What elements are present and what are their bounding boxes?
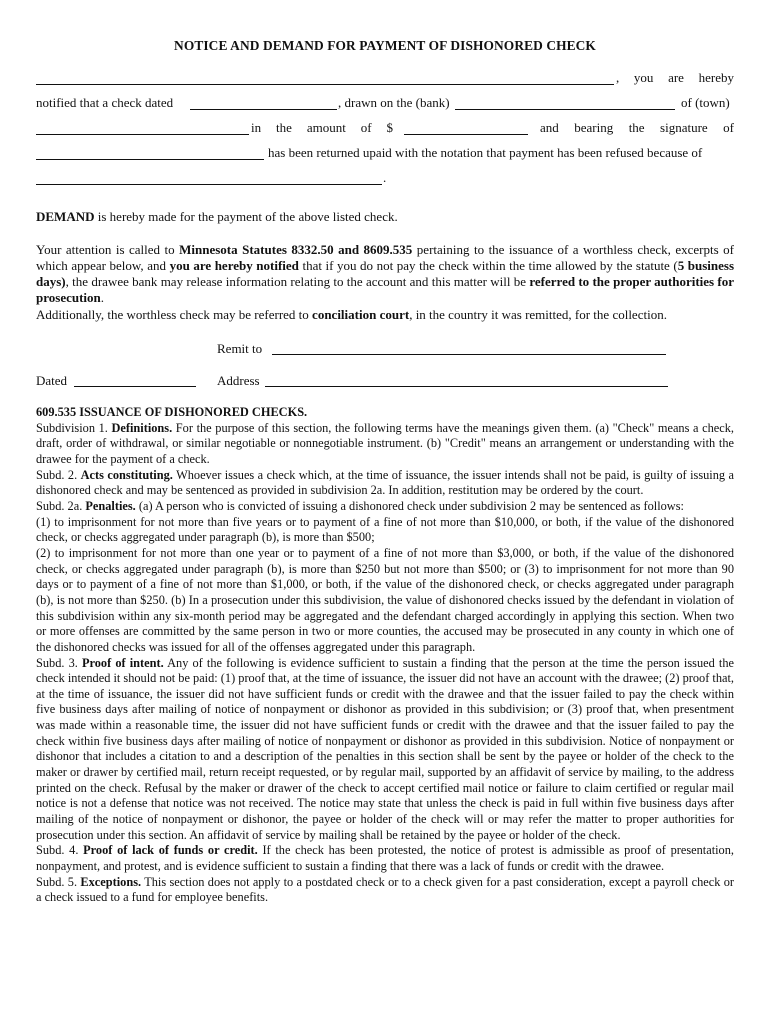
subdivision-1 <box>36 421 734 468</box>
s1-label: Subdivision 1. <box>36 420 112 435</box>
s5-title: Exceptions. <box>80 874 142 889</box>
you-are-hereby-text: , you are hereby <box>616 70 734 85</box>
attention-text-4: , the drawee bank may release information relating to the account and this matter will be <box>65 274 530 289</box>
signature-label-text: and bearing the signature of <box>540 120 734 135</box>
drawn-on-bank-text: , drawn on the (bank) <box>338 95 450 110</box>
returned-unpaid-text: has been returned upaid with the notation that payment has been refused because of <box>268 145 703 160</box>
s1-title: Definitions. <box>111 420 173 435</box>
bank-name-field[interactable] <box>455 95 675 110</box>
subdivision-2 <box>36 468 734 499</box>
demand-bold: DEMAND <box>36 209 95 224</box>
attention-text-3: that if you do not pay the check within the time allowed by the statute ( <box>298 258 678 273</box>
s5-label: Subd. 5. <box>36 874 81 889</box>
dated-field[interactable] <box>74 372 196 387</box>
town-field[interactable] <box>36 120 249 135</box>
dated-label: Dated <box>36 373 68 388</box>
payee-name-field[interactable] <box>36 70 614 85</box>
s2a-text-1: (a) A person who is convicted of issuing a dishonored check under subdivision 2 may be sentenced as follows: <box>135 498 684 513</box>
statute-excerpt <box>36 405 734 906</box>
additionally-text-1: Additionally, the worthless check may be referred to <box>36 307 313 322</box>
additionally-text-2: , in the country it was remitted, for the collection. <box>409 307 667 322</box>
attention-text-5: . <box>100 290 105 305</box>
s3-title: Proof of intent. <box>81 655 164 670</box>
notice-line1-end <box>616 70 734 86</box>
statute-heading: 609.535 ISSUANCE OF DISHONORED CHECKS. <box>36 405 308 419</box>
subdivision-3 <box>36 656 734 844</box>
s2a-clause-2: (2) to imprisonment for not more than one year or to payment of a fine of not more than $3,000, or both, if the value of the dishonored check, or checks aggregated under paragraph (b), is more than $250 but not more than $500; or (3) to imprisonment for not more than 90 days or to payment of a fine of not more than $1,000, or both, if the value of the dishonored check, or checks aggregated under paragraph (b), is not more than $250. (b) In a prosecution under this subdivision, the value of dishonored checks issued by the defendant in violation of this subdivision within any six-month period may be aggregated and the defendant charged accordingly in applying this section. When two or more offenses are committed by the same person in two or more counties, the accused may be prosecuted in any county in which one of the dishonored checks was issued for all of the offenses aggregated under this paragraph. <box>36 545 734 654</box>
address-field[interactable] <box>265 372 668 387</box>
document-title: NOTICE AND DEMAND FOR PAYMENT OF DISHONORED CHECK <box>174 38 596 53</box>
s2a-title: Penalties. <box>85 498 136 513</box>
amount-label-text: in the amount of $ <box>251 120 393 135</box>
additionally-paragraph <box>36 307 734 323</box>
amount-label <box>251 120 393 136</box>
demand-paragraph <box>36 209 734 225</box>
notified-text: notified that a check dated <box>36 95 174 110</box>
statutes-reference: Minnesota Statutes 8332.50 and 8609.535 <box>179 242 413 257</box>
subdivision-5 <box>36 875 734 906</box>
s2a-label: Subd. 2a. <box>36 498 86 513</box>
demand-text: is hereby made for the payment of the above listed check. <box>94 209 398 224</box>
hereby-notified: you are hereby notified <box>169 258 299 273</box>
signature-field[interactable] <box>36 145 264 160</box>
check-date-field[interactable] <box>190 95 337 110</box>
s1-text: For the purpose of this section, the following terms have the meanings given them. (a) "Check" means a check, draft, order of withdrawal, or similar negotiable or nonnegotiable instrument. (b) "Credit" means an arrangement or understanding with the drawee for the payment of a check. <box>36 420 734 466</box>
s4-label: Subd. 4. <box>36 843 84 858</box>
subdivision-2a <box>36 499 734 515</box>
s5-text: This section does not apply to a postdated check or to a check given for a past consideration, except a payroll check or a check issued to a fund for employee benefits. <box>36 874 734 905</box>
s2-text: Whoever issues a check which, at the time of issuance, the issuer intends shall not be paid, is guilty of issuing a dishonored check and may be sentenced as provided in subdivision 2a. In addition, restitution may be ordered by the court. <box>36 467 734 498</box>
of-town-text: of (town) <box>681 95 730 110</box>
attention-text-1: Your attention is called to <box>36 242 180 257</box>
referred-authorities: referred to the proper authorities for prosecution <box>36 274 734 305</box>
remit-to-label: Remit to <box>217 341 263 356</box>
s2a-clause-1: (1) to imprisonment for not more than five years or to payment of a fine of not more than $10,000, or both, if the value of the dishonored check, or checks aggregated under paragraph (b), is more than $500; <box>36 514 734 545</box>
s2-label: Subd. 2. <box>36 467 81 482</box>
business-days: 5 business days) <box>36 258 735 289</box>
remit-to-field[interactable] <box>272 340 666 355</box>
s4-text: If the check has been protested, the notice of protest is admissible as proof of presentation, nonpayment, and protest, and is evidence sufficient to sustain a finding that there was a lack of funds or credit with the drawee. <box>36 843 734 874</box>
subdivision-4 <box>36 843 734 874</box>
s4-title: Proof of lack of funds or credit. <box>83 843 258 858</box>
refusal-reason-field[interactable] <box>36 170 382 185</box>
period: . <box>383 170 387 185</box>
amount-field[interactable] <box>404 120 528 135</box>
s3-text: Any of the following is evidence sufficient to sustain a finding that the person at the time the person issued the check intended it should not be paid: (1) proof that, at the time of issuance, the issuer did not have an account with the drawee; (2) proof that, at the time of issuance, the issuer did not have sufficient funds or credit with the drawee and that the issuer failed to pay the check within five business days after mailing of notice of nonpayment or dishonor as provided in this subdivision; or (3) proof that, when presentment was made within a reasonable time, the issuer did not have sufficient funds or credit with the drawee and that the issuer failed to pay the check within five business days after mailing of notice of nonpayment or dishonor as provided in this subdivision. Notice of nonpayment or dishonor that includes a citation to and a description of the penalties in this section shall be sent by the payee or holder of the check to the maker or drawer by certified mail, return receipt requested, or by regular mail, supported by an affidavit of service by mailing, to the address printed on the check. Refusal by the maker or drawer of the check to accept certified mail notice or failure to claim certified or regular mail notice is not a defense that notice was not received. The notice may state that unless the check is paid in full within five business days after mailing of the notice of nonpayment or dishonor, the payee or holder of the check will or may refer the matter to proper authorities for prosecution under this section. An affidavit of service by mailing shall be retained by the payee or holder of the check. <box>36 655 734 842</box>
s2-title: Acts constituting. <box>80 467 173 482</box>
conciliation-court: conciliation court <box>312 307 410 322</box>
signature-label <box>540 120 734 136</box>
address-label: Address <box>217 373 260 388</box>
attention-text-2: pertaining to the issuance of a worthless check, excerpts of which appear below, and <box>36 242 734 273</box>
s3-label: Subd. 3. <box>36 655 82 670</box>
attention-paragraph <box>36 242 734 306</box>
